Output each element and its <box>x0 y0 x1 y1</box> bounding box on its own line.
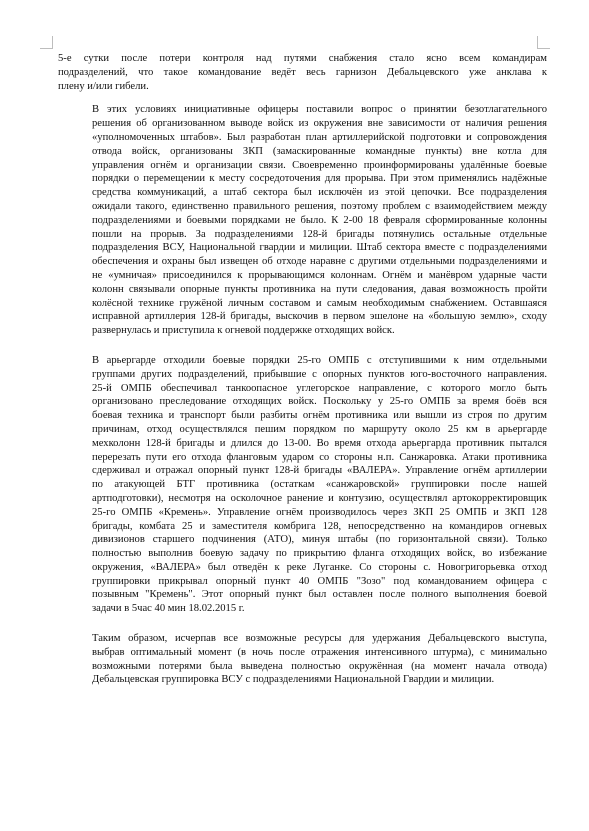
text-line: организовано преследование отходящих войск. Поскольку у 25-го ОМПБ за время боёв вся <box>92 396 547 408</box>
text-line: подразделениями и боевыми порядками не было. К 2-00 18 февраля сформированные колонны <box>92 214 547 226</box>
text-line: подразделений, что такое командование ведёт весь гарнизон Дебальцевского уже анклава к <box>58 66 547 78</box>
text-line: плену и/или гибели. <box>58 80 149 92</box>
paragraph <box>58 354 547 616</box>
text-line: выбрав оптимальный момент (в ночь после отражения интенсивного штурма), с минимально <box>92 646 547 658</box>
text-line: дивизионов старшего подчинения (АТО), минуя штабы (по горизонтальной связи). Только <box>92 534 547 546</box>
text-line: перерезать пути его отхода фланговым ударом со стороны н.п. Санжаровка. Атаки противника <box>92 451 547 463</box>
text-line: подразделения ВСУ, Национальной гвардии и милиции. Штаб сектора вместе с подразделениями <box>92 242 547 254</box>
text-line: развернулась и приступила к огневой поддержке отходящих войск. <box>92 325 395 337</box>
text-line: решения об организованном выводе войск из окружения вне зависимости от наличия решения <box>92 118 547 130</box>
text-line: колонн связывали опорные пункты противника на пути следования, давая возможность пройти <box>92 283 547 295</box>
text-line: управления огнём и организации связи. Своевременно проинформированы удалённые боевые <box>92 159 547 171</box>
page-corner-mark <box>40 36 53 49</box>
text-line: бригады, комбата 25 и заместителя комбрига 128, непосредственно на командиров огневых <box>92 520 547 532</box>
text-line: причинам, отход осуществлялся пешим порядком по маршруту около 25 км в арьергарде <box>92 423 547 435</box>
paragraph <box>58 632 547 687</box>
text-line: 25-го ОМПБ «Кремень». Управление огнём производилось через ЗКП 25 ОМПБ и ЗКП 128 <box>92 506 547 518</box>
text-line: Дебальцевская группировка ВСУ с подразделениями Национальной Гвардии и милиции. <box>92 674 495 686</box>
text-line: ожидали такого, единственно правильного решения, поэтому проблем с взаимодействием между <box>92 200 547 212</box>
text-line: задачи в 5час 40 мин 18.02.2015 г. <box>92 603 245 615</box>
text-line: средства коммуникаций, а штаб сектора был исключён из этой цепочки. Все подразделения <box>92 187 547 199</box>
text-line: по атакующей БТГ противника (остаткам «санжаровской» группировки после нашей <box>92 479 547 491</box>
page-corner-mark <box>537 36 550 49</box>
text-line: порядки о перемещении к месту сосредоточения для прорыва. При этом применялись надёжные <box>92 173 547 185</box>
text-line: полностью выполнив боевую задачу по прикрытию фланга отходящих войск, во избежание <box>92 548 547 560</box>
text-line: отвода войск, организованы ЗКП (замаскированные командные пункты) вне котла для <box>92 145 547 157</box>
text-line: колёсной технике гружёной личным составом и самым необходимым снабжением. Оставшаяся <box>92 297 547 309</box>
text-line: сдерживал и отражал опорный пункт 128-й бригады «ВАЛЕРА». Управление огнём артиллерии <box>92 465 547 477</box>
text-line: «уполномоченных штабов». Был разработан план артиллерийской подготовки и сопровождения <box>92 131 547 143</box>
text-line: окружения, «ВАЛЕРА» был отведён к реке Луганке. Со стороны с. Новогригорьевка отход <box>92 561 547 573</box>
text-line: 5-е сутки после потери контроля над путями снабжения стало ясно всем командирам <box>58 53 547 64</box>
text-line: артподготовки), несмотря на осколочное ранение и контузию, осуществлял артокорректировщик <box>92 492 547 504</box>
text-line: В этих условиях инициативные офицеры поставили вопрос о принятии безотлагательного <box>92 104 547 116</box>
text-line: пошли на прорыв. За подразделениями 128-й бригады потянулись остальные отдельные <box>92 228 547 240</box>
text-line: возможными потерями была выведена полностью окружённая (на момент начала отвода) <box>92 660 547 672</box>
text-line: группировки прикрывал опорный пункт 40 ОМПБ "Зозо" под командованием офицера с <box>92 575 547 587</box>
text-line: В арьергарде отходили боевые порядки 25-го ОМПБ с отступившими к ним отдельными <box>92 354 547 366</box>
text-line: 25-й ОМПБ обеспечивал танкоопасное углегорское направление, с которого могло быть <box>92 382 547 394</box>
text-line: обеспечения и охраны был извещен об отходе наравне с другими отдельными подразделениями и <box>92 256 547 268</box>
text-line: группами других подразделений, прибывшие с опорных пунктов юго-восточного направления. <box>92 368 547 380</box>
text-line: Таким образом, исчерпав все возможные ресурсы для удержания Дебальцевского выступа, <box>92 633 547 645</box>
text-line: боевая техника и транспорт были разбиты огнём противника или вышли из строя по другим <box>92 410 547 422</box>
document-body <box>58 52 547 697</box>
text-line: исправной артиллерия 128-й бригады, выскочив в первом эшелоне на «большую землю», сходу <box>92 311 547 323</box>
paragraph <box>58 103 547 338</box>
text-line: позывным "Кремень". Этот опорный пункт был оставлен после полного выполнения боевой <box>92 589 547 601</box>
text-line: не «умничая» присоединился к прорывающимся колоннам. Огнём и манёвром ударные части <box>92 269 547 281</box>
text-line: мехколонн 128-й бригады и длился до 13-00. Во время отхода арьергарда противник пытался <box>92 437 547 449</box>
paragraph <box>58 52 547 93</box>
